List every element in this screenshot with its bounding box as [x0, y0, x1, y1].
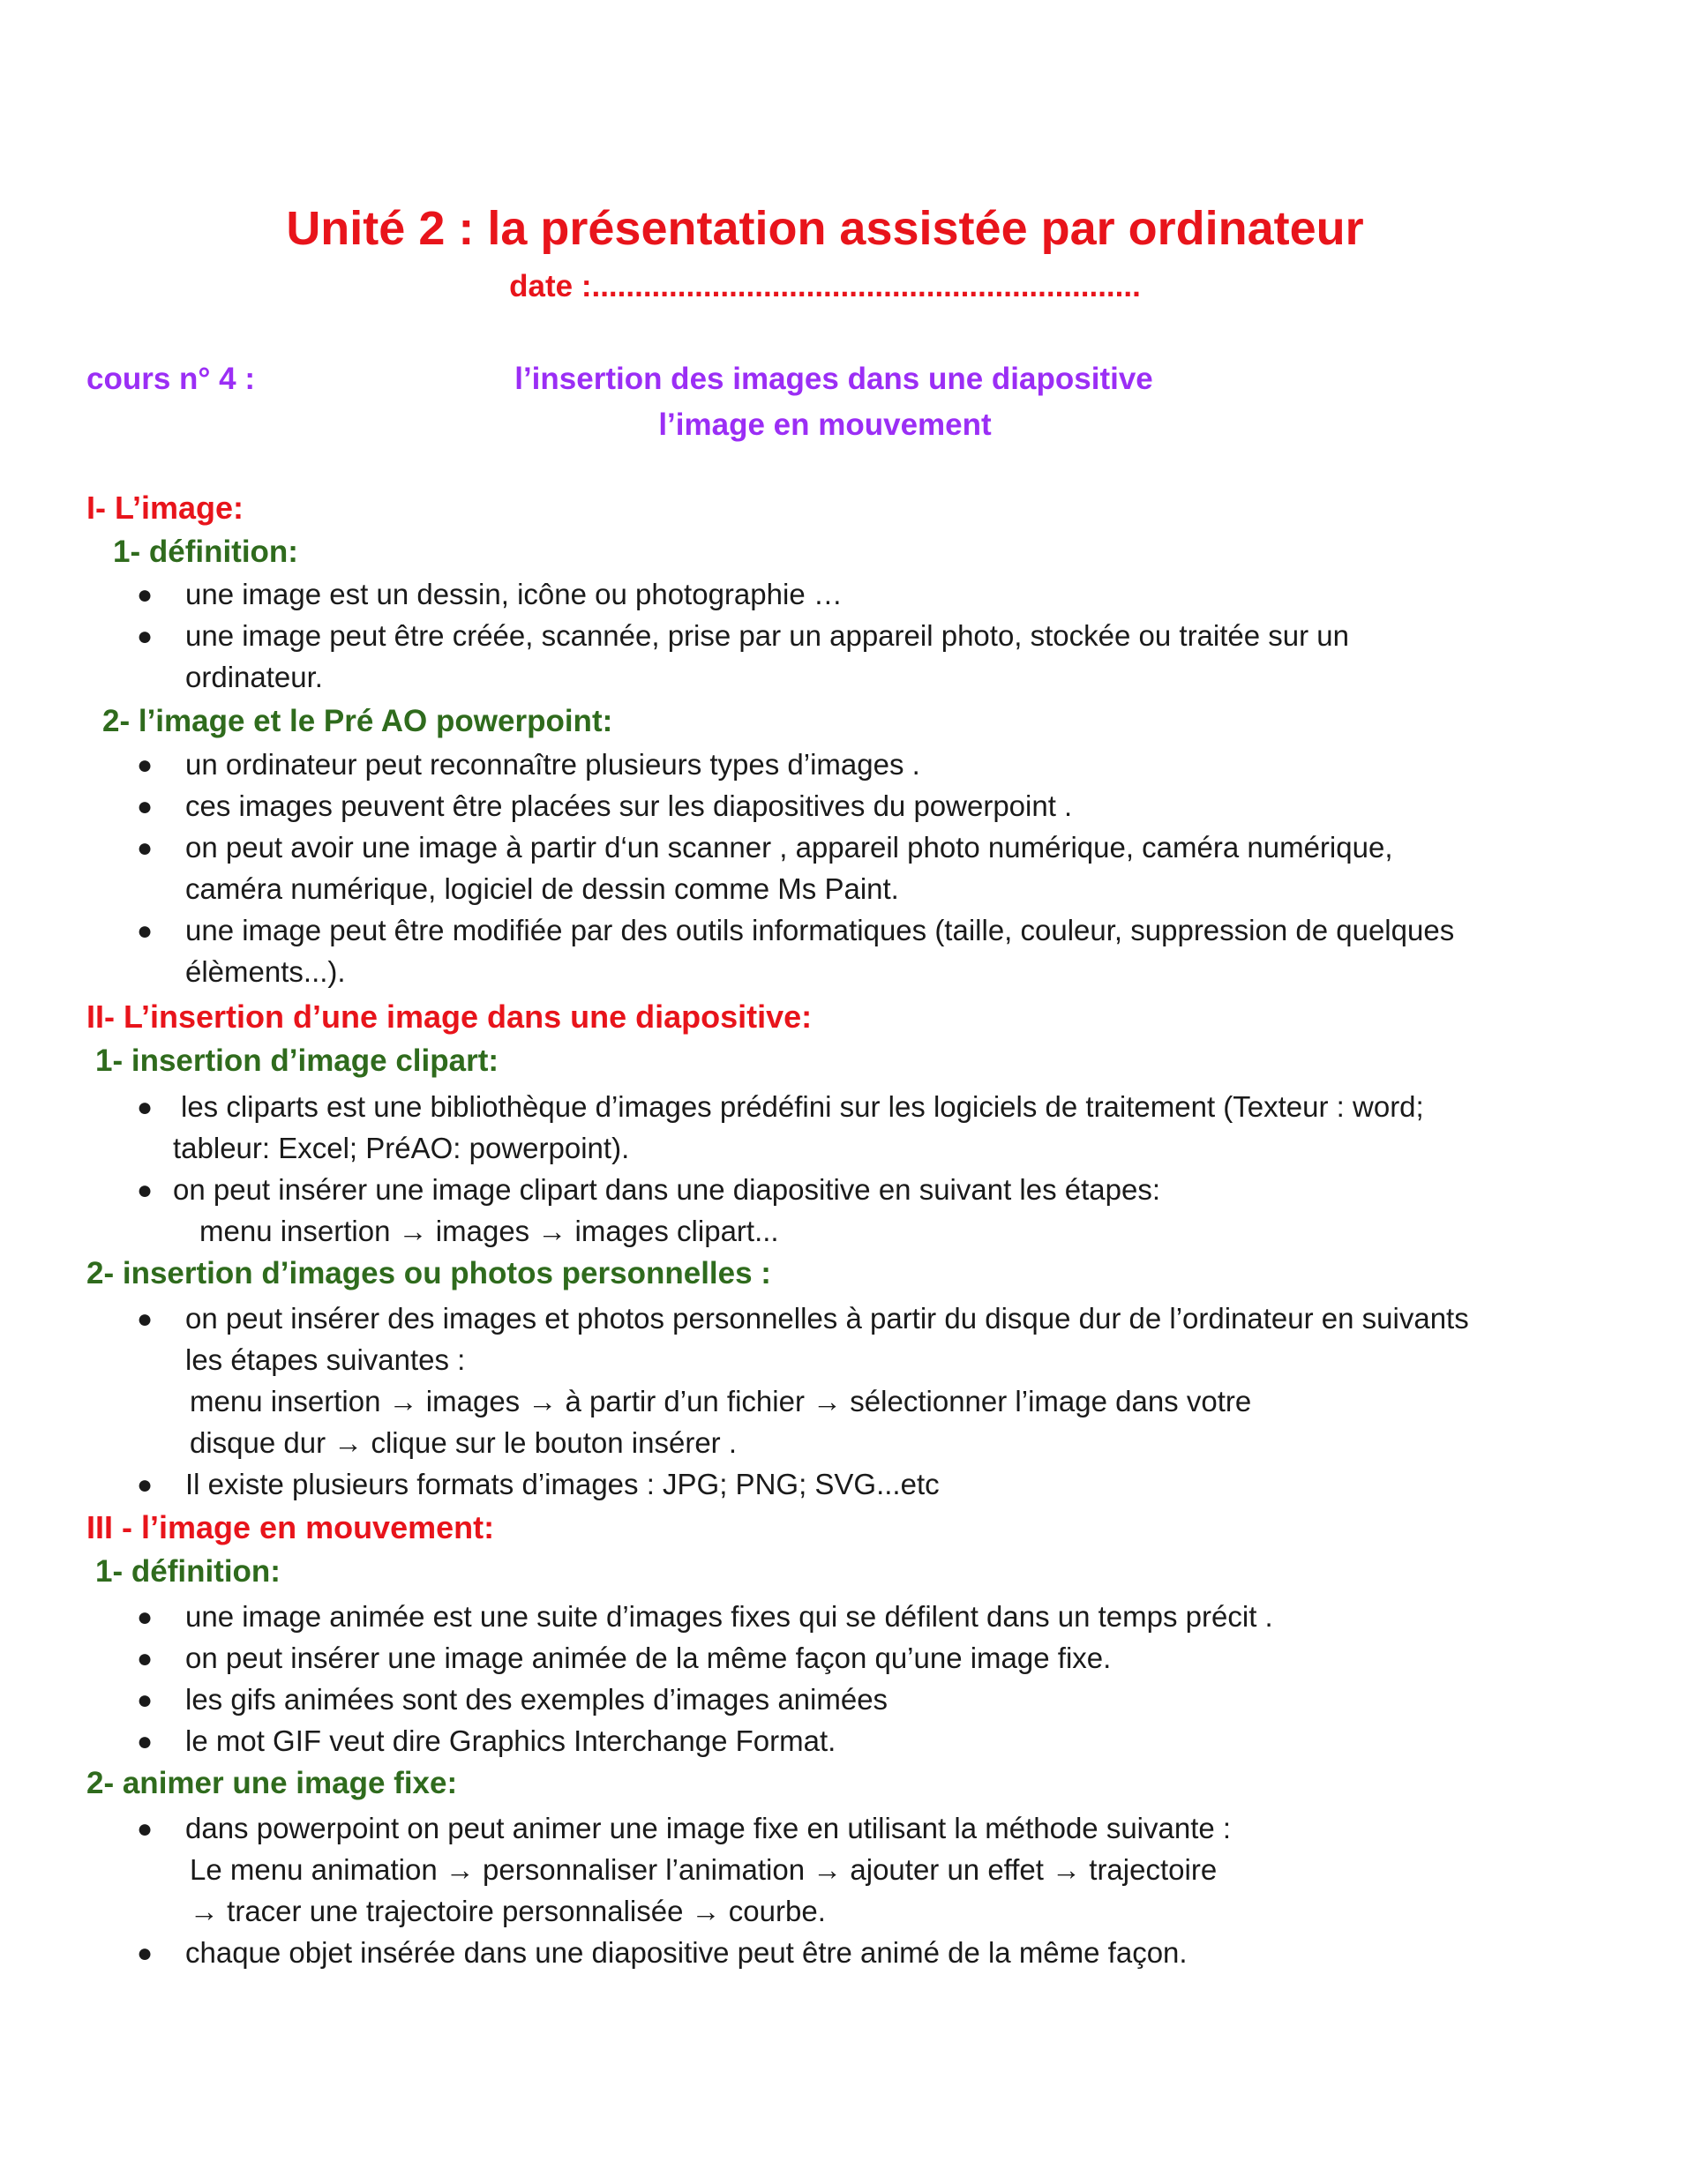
list-item: Il existe plusieurs formats d’images : JPG; PNG; SVG...etc: [185, 1468, 940, 1500]
list-item-continuation: caméra numérique, logiciel de dessin comme Ms Paint.: [185, 872, 899, 905]
list-item: une image peut être créée, scannée, prise par un appareil photo, stockée ou traitée sur un: [185, 619, 1350, 652]
date-line: date :................................................................: [509, 269, 1141, 303]
list-item: on peut insérer une image clipart dans une diapositive en suivant les étapes:: [173, 1173, 1161, 1206]
list-item: ces images peuvent être placées sur les diapositives du powerpoint .: [185, 789, 1073, 822]
bullet-icon: ●: [137, 1686, 154, 1715]
section-1-1-heading: 1- définition:: [113, 535, 298, 569]
list-item: on peut insérer des images et photos personnelles à partir du disque dur de l’ordinateur en suivants: [185, 1302, 1469, 1335]
bullet-icon: ●: [137, 1093, 154, 1122]
section-2-heading: II- L’insertion d’une image dans une diapositive:: [86, 999, 813, 1035]
list-item-continuation: les étapes suivantes :: [185, 1343, 466, 1376]
course-topic-line1: l’insertion des images dans une diapositive: [514, 362, 1153, 396]
bullet-icon: ●: [137, 916, 154, 946]
list-item: dans powerpoint on peut animer une image fixe en utilisant la méthode suivante :: [185, 1812, 1232, 1844]
section-2-1-heading: 1- insertion d’image clipart:: [95, 1043, 499, 1078]
menu-path: disque dur → clique sur le bouton insérer .: [190, 1426, 738, 1459]
menu-path: → tracer une trajectoire personnalisée → courbe.: [190, 1895, 826, 1927]
section-1-2-heading: 2- l’image et le Pré AO powerpoint:: [102, 704, 613, 738]
section-3-1-heading: 1- définition:: [95, 1554, 281, 1589]
bullet-icon: ●: [137, 792, 154, 821]
course-number: cours n° 4 :: [86, 362, 255, 396]
menu-path: menu insertion → images → images clipart...: [199, 1215, 779, 1247]
list-item: les gifs animées sont des exemples d’images animées: [185, 1683, 888, 1716]
bullet-icon: ●: [137, 1644, 154, 1673]
bullet-icon: ●: [137, 1603, 154, 1632]
section-1-heading: I- L’image:: [86, 490, 244, 526]
page-title: Unité 2 : la présentation assistée par ordinateur: [286, 202, 1364, 255]
list-item-continuation: ordinateur.: [185, 661, 323, 693]
course-topic-line2: l’image en mouvement: [658, 408, 992, 442]
bullet-icon: ●: [137, 1176, 154, 1205]
list-item: une image peut être modifiée par des outils informatiques (taille, couleur, suppression de quelques: [185, 914, 1455, 946]
menu-path: menu insertion → images → à partir d’un fichier → sélectionner l’image dans votre: [190, 1385, 1252, 1417]
list-item-continuation: tableur: Excel; PréAO: powerpoint).: [173, 1132, 630, 1164]
menu-path: Le menu animation → personnaliser l’animation → ajouter un effet → trajectoire: [190, 1853, 1218, 1886]
list-item: les cliparts est une bibliothèque d’images prédéfini sur les logiciels de traitement (Texteur : word;: [181, 1090, 1424, 1123]
bullet-icon: ●: [137, 1814, 154, 1844]
bullet-icon: ●: [137, 580, 154, 610]
list-item: chaque objet insérée dans une diapositive peut être animé de la même façon.: [185, 1936, 1188, 1969]
bullet-icon: ●: [137, 622, 154, 651]
list-item: une image est un dessin, icône ou photographie …: [185, 578, 843, 610]
list-item: on peut insérer une image animée de la même façon qu’une image fixe.: [185, 1642, 1112, 1674]
bullet-icon: ●: [137, 751, 154, 780]
bullet-icon: ●: [137, 1305, 154, 1334]
list-item: une image animée est une suite d’images fixes qui se défilent dans un temps précit .: [185, 1600, 1273, 1633]
list-item: le mot GIF veut dire Graphics Interchange Format.: [185, 1724, 836, 1757]
list-item: on peut avoir une image à partir d‘un scanner , appareil photo numérique, caméra numérique,: [185, 831, 1393, 864]
bullet-icon: ●: [137, 1727, 154, 1756]
list-item-continuation: élèments...).: [185, 955, 346, 988]
section-3-heading: III - l’image en mouvement:: [86, 1509, 495, 1545]
section-3-2-heading: 2- animer une image fixe:: [86, 1766, 458, 1800]
section-2-2-heading: 2- insertion d’images ou photos personnelles :: [86, 1256, 771, 1290]
bullet-icon: ●: [137, 834, 154, 863]
bullet-icon: ●: [137, 1470, 154, 1500]
list-item: un ordinateur peut reconnaître plusieurs types d’images .: [185, 748, 920, 781]
bullet-icon: ●: [137, 1939, 154, 1968]
